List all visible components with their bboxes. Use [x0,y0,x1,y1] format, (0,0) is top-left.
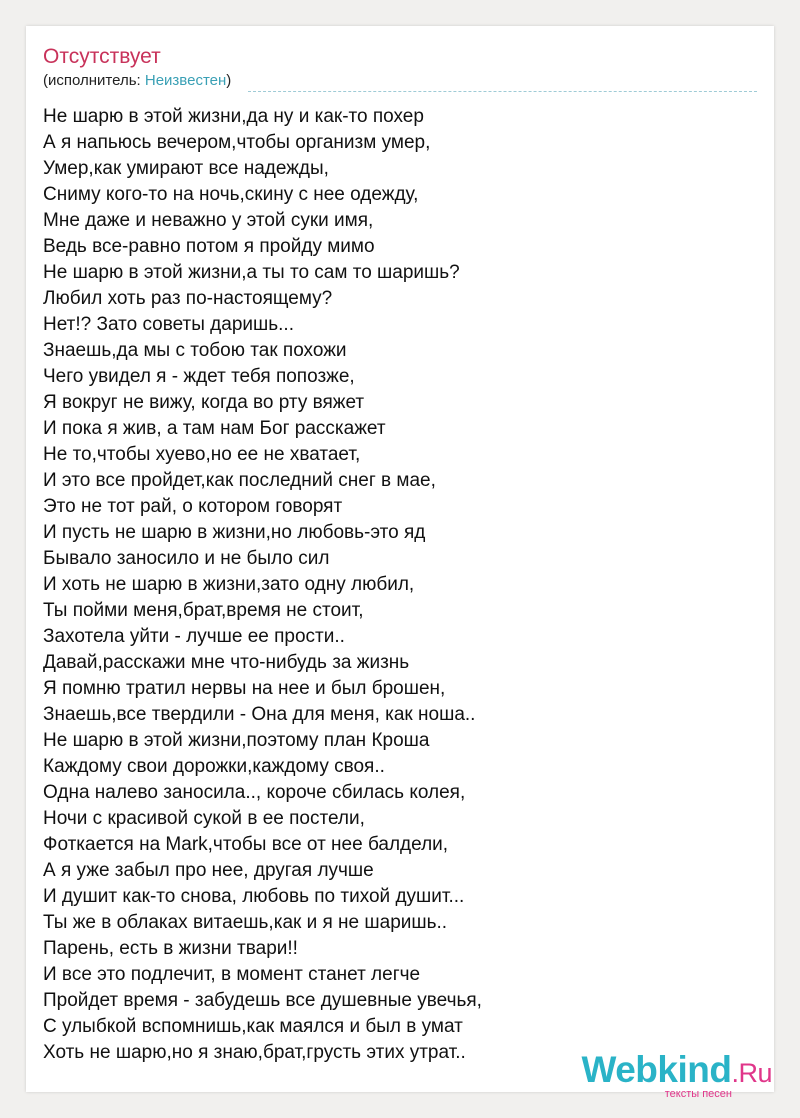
lyric-line: Фоткается на Mark,чтобы все от нее балдели, [43,834,449,855]
lyric-line: С улыбкой вспомнишь,как маялся и был в умат [43,1016,463,1037]
brand-name: Webkind [581,1049,732,1090]
lyric-line: Не то,чтобы хуево,но ее не хватает, [43,444,361,465]
lyric-line: Бывало заносило и не было сил [43,548,330,569]
lyric-line: И пусть не шарю в жизни,но любовь-это яд [43,522,426,543]
lyric-line: Хоть не шарю,но я знаю,брат,грусть этих утрат.. [43,1042,466,1063]
lyric-line: Захотела уйти - лучше ее прости.. [43,626,345,647]
header-divider [248,91,757,92]
lyric-line: Пройдет время - забудешь все душевные увечья, [43,990,482,1011]
lyric-line: А я напьюсь вечером,чтобы организм умер, [43,132,431,153]
lyric-line: Не шарю в этой жизни,а ты то сам то шаришь? [43,262,460,283]
lyric-line: Ночи с красивой сукой в ее постели, [43,808,365,829]
lyric-line: Парень, есть в жизни твари!! [43,938,298,959]
artist-prefix: (исполнитель: [43,72,145,89]
lyrics-block [43,104,743,1066]
lyric-line: Я вокруг не вижу, когда во рту вяжет [43,392,365,413]
lyric-line: Ты пойми меня,брат,время не стоит, [43,600,364,621]
lyric-line: Знаешь,да мы с тобою так похожи [43,340,347,361]
artist-line [43,72,231,90]
lyric-line: Умер,как умирают все надежды, [43,158,329,179]
lyric-line: Не шарю в этой жизни,поэтому план Кроша [43,730,430,751]
artist-suffix: ) [226,72,232,89]
lyric-line: Одна налево заносила.., короче сбилась колея, [43,782,466,803]
lyric-line: Давай,расскажи мне что-нибудь за жизнь [43,652,410,673]
lyric-line: И хоть не шарю в жизни,зато одну любил, [43,574,415,595]
lyric-line: Не шарю в этой жизни,да ну и как-то похер [43,106,424,127]
lyric-line: Это не тот рай, о котором говорят [43,496,343,517]
lyric-line: А я уже забыл про нее, другая лучше [43,860,374,881]
lyric-line: Нет!? Зато советы даришь... [43,314,294,335]
lyric-line: И это все пройдет,как последний снег в мае, [43,470,436,491]
brand-logo [581,1049,772,1100]
lyric-line: И все это подлечит, в момент станет легче [43,964,421,985]
brand-wordmark [581,1049,772,1091]
lyric-line: Каждому свои дорожки,каждому своя.. [43,756,385,777]
song-title: Отсутствует [43,45,161,68]
lyric-line: Чего увидел я - ждет тебя попозже, [43,366,355,387]
lyric-line: И душит как-то снова, любовь по тихой душит... [43,886,465,907]
lyric-line: Знаешь,все твердили - Она для меня, как ноша.. [43,704,476,725]
lyric-line: Сниму кого-то на ночь,скину с нее одежду, [43,184,419,205]
lyric-line: Я помню тратил нервы на нее и был брошен, [43,678,446,699]
brand-tld: .Ru [731,1058,772,1088]
lyric-line: И пока я жив, а там нам Бог расскажет [43,418,386,439]
artist-name[interactable]: Неизвестен [144,72,227,89]
lyric-line: Мне даже и неважно у этой суки имя, [43,210,374,231]
lyric-line: Любил хоть раз по-настоящему? [43,288,333,309]
lyric-line: Ведь все-равно потом я пройду мимо [43,236,375,257]
brand-tagline: тексты песен [664,1088,732,1100]
lyric-line: Ты же в облаках витаешь,как и я не шаришь.. [43,912,448,933]
